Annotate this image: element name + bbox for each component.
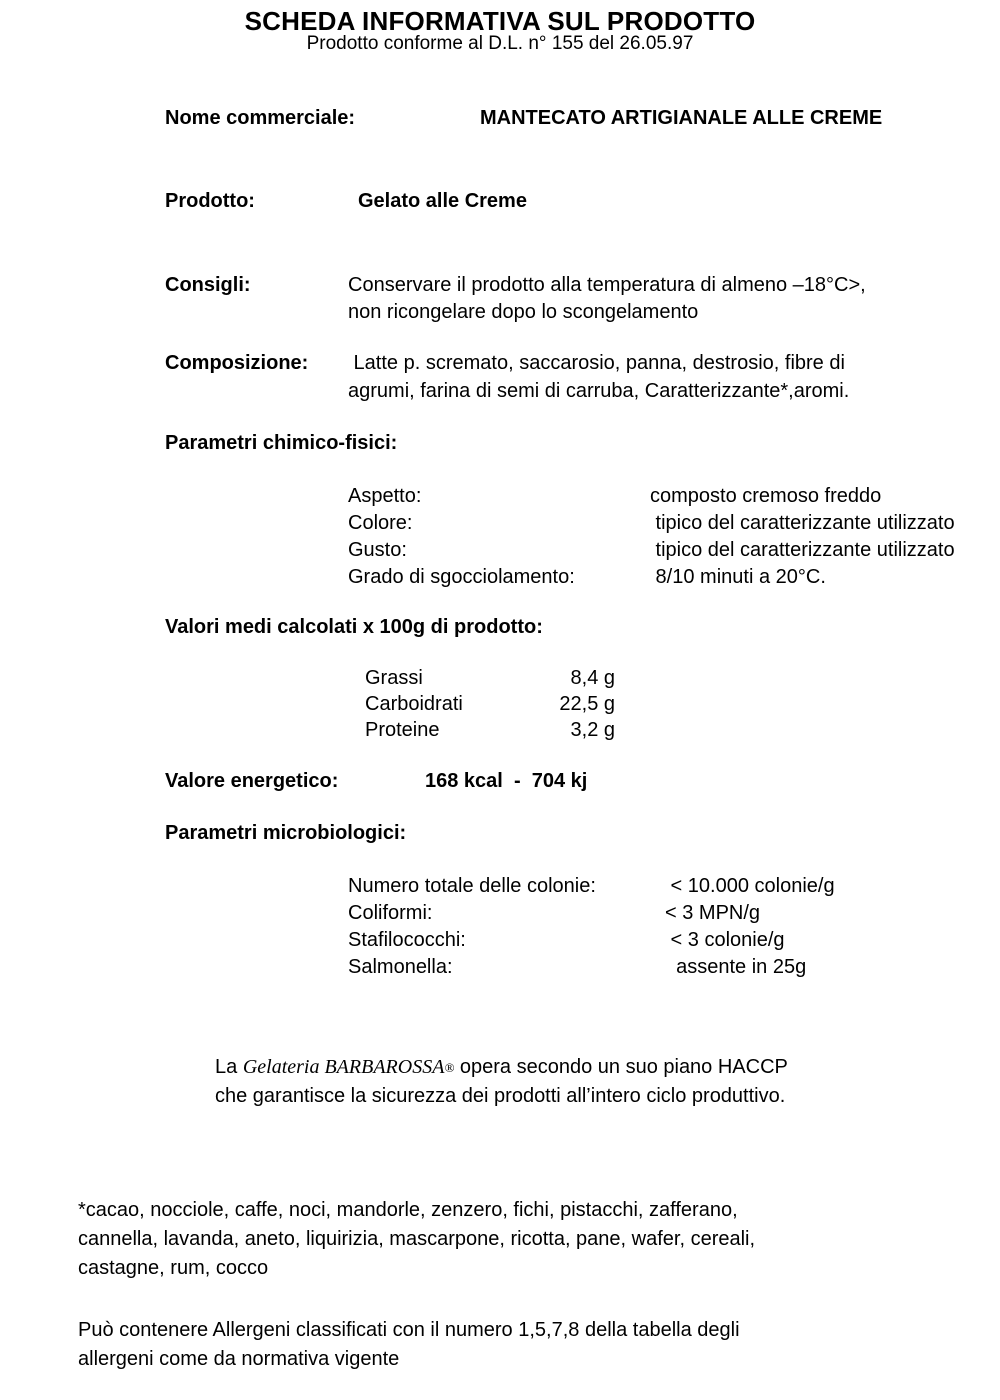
field-label-consigli: Consigli: (165, 274, 251, 296)
footnote-line1: *cacao, nocciole, caffe, noci, mandorle, zenzero, fichi, pistacchi, zafferano, (78, 1199, 738, 1221)
micro-row-value: < 3 colonie/g (665, 929, 785, 951)
chimico-row-label: Gusto: (348, 539, 407, 561)
nutrient-value: 22,5 g (559, 693, 615, 715)
nutrient-label: Grassi (365, 667, 423, 689)
allergen-line1: Può contenere Allergeni classificati con il numero 1,5,7,8 della tabella degli (78, 1319, 740, 1341)
nutrient-value: 8,4 g (570, 667, 615, 689)
nutrient-label: Proteine (365, 719, 440, 741)
haccp-prefix: La (215, 1056, 243, 1078)
allergen-line2: allergeni come da normativa vigente (78, 1348, 400, 1370)
chimico-row-value: 8/10 minuti a 20°C. (650, 566, 826, 588)
field-label-prodotto: Prodotto: (165, 190, 255, 212)
page-title: SCHEDA INFORMATIVA SUL PRODOTTO (244, 6, 756, 36)
footnote-caratterizzanti (78, 1196, 958, 1283)
field-value-composizione-line2: agrumi, farina di semi di carruba, Caratterizzante*,aromi. (348, 380, 850, 402)
brand-name: Gelateria BARBAROSSA (242, 1056, 445, 1078)
registered-trademark-icon: ® (444, 1060, 455, 1075)
field-value-valore-energetico: 168 kcal - 704 kj (425, 770, 588, 792)
micro-row-value: < 10.000 colonie/g (665, 875, 835, 897)
haccp-suffix: opera secondo un suo piano HACCP (454, 1056, 788, 1078)
footnote-line3: castagne, rum, cocco (78, 1257, 269, 1279)
chimico-row-label: Grado di sgocciolamento: (348, 566, 575, 588)
micro-row-label: Coliformi: (348, 902, 433, 924)
chimico-row-value: tipico del caratterizzante utilizzato (650, 539, 955, 561)
field-label-composizione: Composizione: (165, 352, 309, 374)
nutrient-value: 3,2 g (570, 719, 615, 741)
field-value-nome-commerciale: MANTECATO ARTIGIANALE ALLE CREME (480, 107, 883, 129)
field-value-prodotto: Gelato alle Creme (358, 190, 527, 212)
chimico-row-label: Colore: (348, 512, 413, 534)
chimico-row-value: tipico del caratterizzante utilizzato (650, 512, 955, 534)
section-heading-valori-medi: Valori medi calcolati x 100g di prodotto: (165, 616, 543, 638)
field-label-valore-energetico: Valore energetico: (165, 770, 339, 792)
field-label-nome-commerciale: Nome commerciale: (165, 107, 356, 129)
micro-row-label: Salmonella: (348, 956, 453, 978)
nutrient-label: Carboidrati (365, 693, 463, 715)
chimico-row-label: Aspetto: (348, 485, 422, 507)
field-value-consigli-line2: non ricongelare dopo lo scongelamento (348, 301, 699, 323)
field-value-composizione-line1: Latte p. scremato, saccarosio, panna, destrosio, fibre di (348, 352, 845, 374)
field-value-consigli-line1: Conservare il prodotto alla temperatura di almeno –18°C>, (348, 274, 866, 296)
section-heading-microbiologici: Parametri microbiologici: (165, 822, 407, 844)
micro-row-label: Numero totale delle colonie: (348, 875, 596, 897)
section-heading-chimico-fisici: Parametri chimico-fisici: (165, 432, 398, 454)
chimico-row-value: composto cremoso freddo (650, 485, 882, 507)
micro-row-value: assente in 25g (665, 956, 807, 978)
micro-row-value: < 3 MPN/g (665, 902, 761, 924)
haccp-statement (215, 1053, 955, 1111)
page-subtitle: Prodotto conforme al D.L. n° 155 del 26.05.97 (306, 33, 694, 54)
footnote-line2: cannella, lavanda, aneto, liquirizia, mascarpone, ricotta, pane, wafer, cereali, (78, 1228, 756, 1250)
haccp-line2: che garantisce la sicurezza dei prodotti all’intero ciclo produttivo. (215, 1085, 786, 1107)
allergen-statement (78, 1316, 958, 1374)
micro-row-label: Stafilococchi: (348, 929, 466, 951)
